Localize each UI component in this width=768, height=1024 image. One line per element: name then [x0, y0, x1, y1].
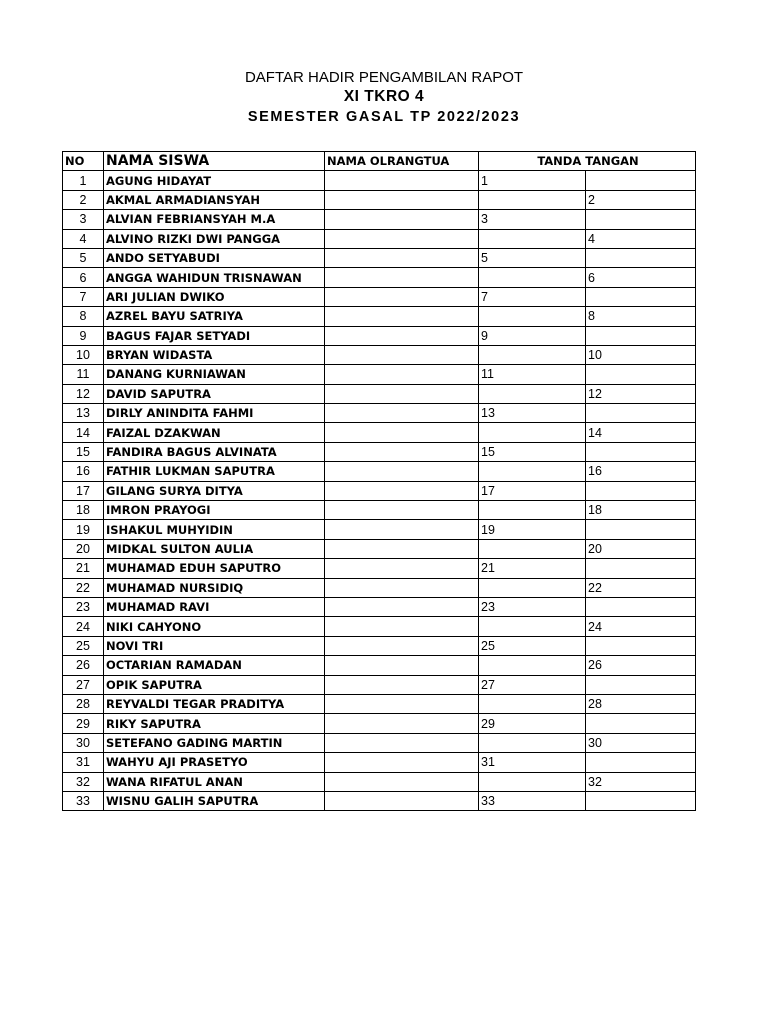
student-name: ARI JULIAN DWIKO	[104, 287, 325, 306]
signature-left-cell	[479, 307, 586, 326]
row-number: 10	[63, 345, 104, 364]
signature-left-cell: 1	[479, 171, 586, 190]
signature-left-cell	[479, 656, 586, 675]
table-row	[63, 171, 696, 190]
table-row	[63, 423, 696, 442]
parent-name-cell	[325, 462, 479, 481]
signature-right-cell: 4	[586, 229, 696, 248]
parent-name-cell	[325, 733, 479, 752]
parent-name-cell	[325, 229, 479, 248]
row-number: 8	[63, 307, 104, 326]
parent-name-cell	[325, 268, 479, 287]
class-name-heading: XI TKRO 4	[343, 88, 425, 105]
student-name: OPIK SAPUTRA	[104, 675, 325, 694]
parent-name-cell	[325, 597, 479, 616]
signature-left-cell	[479, 578, 586, 597]
table-row	[63, 791, 696, 810]
signature-left-cell	[479, 772, 586, 791]
signature-left-cell: 19	[479, 520, 586, 539]
signature-right-cell	[586, 714, 696, 733]
student-name: SETEFANO GADING MARTIN	[104, 733, 325, 752]
row-number: 2	[63, 190, 104, 209]
row-number: 20	[63, 539, 104, 558]
table-row	[63, 287, 696, 306]
table-row	[63, 617, 696, 636]
header-parent-name: NAMA OLRANGTUA	[325, 152, 479, 171]
table-row	[63, 714, 696, 733]
parent-name-cell	[325, 772, 479, 791]
signature-right-cell: 2	[586, 190, 696, 209]
parent-name-cell	[325, 753, 479, 772]
parent-name-cell	[325, 636, 479, 655]
parent-name-cell	[325, 501, 479, 520]
student-name: WANA RIFATUL ANAN	[104, 772, 325, 791]
student-name: ISHAKUL MUHYIDIN	[104, 520, 325, 539]
signature-left-cell: 29	[479, 714, 586, 733]
table-row	[63, 365, 696, 384]
row-number: 32	[63, 772, 104, 791]
table-row	[63, 733, 696, 752]
signature-left-cell: 5	[479, 248, 586, 267]
table-row	[63, 597, 696, 616]
student-name: ANGGA WAHIDUN TRISNAWAN	[104, 268, 325, 287]
header-student-name: NAMA SISWA	[104, 152, 325, 171]
attendance-table	[62, 151, 696, 811]
student-name: ALVIAN FEBRIANSYAH M.A	[104, 210, 325, 229]
signature-left-cell	[479, 501, 586, 520]
parent-name-cell	[325, 171, 479, 190]
parent-name-cell	[325, 345, 479, 364]
table-row	[63, 210, 696, 229]
parent-name-cell	[325, 617, 479, 636]
header-signature: TANDA TANGAN	[479, 152, 696, 171]
table-row	[63, 675, 696, 694]
table-row	[63, 404, 696, 423]
signature-right-cell: 28	[586, 694, 696, 713]
signature-left-cell	[479, 423, 586, 442]
student-name: WISNU GALIH SAPUTRA	[104, 791, 325, 810]
table-row	[63, 307, 696, 326]
student-name: OCTARIAN RAMADAN	[104, 656, 325, 675]
signature-left-cell	[479, 733, 586, 752]
row-number: 6	[63, 268, 104, 287]
signature-right-cell	[586, 287, 696, 306]
row-number: 25	[63, 636, 104, 655]
row-number: 11	[63, 365, 104, 384]
row-number: 24	[63, 617, 104, 636]
student-name: MUHAMAD EDUH SAPUTRO	[104, 559, 325, 578]
signature-right-cell: 18	[586, 501, 696, 520]
row-number: 31	[63, 753, 104, 772]
signature-right-cell	[586, 636, 696, 655]
signature-left-cell: 25	[479, 636, 586, 655]
signature-right-cell	[586, 326, 696, 345]
row-number: 14	[63, 423, 104, 442]
row-number: 18	[63, 501, 104, 520]
signature-left-cell	[479, 617, 586, 636]
student-name: NIKI CAHYONO	[104, 617, 325, 636]
signature-right-cell	[586, 404, 696, 423]
parent-name-cell	[325, 210, 479, 229]
signature-left-cell: 23	[479, 597, 586, 616]
student-name: DIRLY ANINDITA FAHMI	[104, 404, 325, 423]
table-row	[63, 268, 696, 287]
table-row	[63, 345, 696, 364]
row-number: 28	[63, 694, 104, 713]
signature-right-cell: 20	[586, 539, 696, 558]
table-row	[63, 636, 696, 655]
parent-name-cell	[325, 384, 479, 403]
parent-name-cell	[325, 423, 479, 442]
signature-right-cell	[586, 365, 696, 384]
parent-name-cell	[325, 559, 479, 578]
student-name: FAIZAL DZAKWAN	[104, 423, 325, 442]
signature-left-cell: 17	[479, 481, 586, 500]
table-row	[63, 481, 696, 500]
student-name: MUHAMAD RAVI	[104, 597, 325, 616]
row-number: 3	[63, 210, 104, 229]
row-number: 13	[63, 404, 104, 423]
signature-right-cell: 26	[586, 656, 696, 675]
student-name: DANANG KURNIAWAN	[104, 365, 325, 384]
row-number: 29	[63, 714, 104, 733]
signature-left-cell	[479, 539, 586, 558]
table-row	[63, 578, 696, 597]
parent-name-cell	[325, 578, 479, 597]
student-name: MUHAMAD NURSIDIQ	[104, 578, 325, 597]
signature-left-cell	[479, 462, 586, 481]
table-row	[63, 559, 696, 578]
row-number: 17	[63, 481, 104, 500]
signature-left-cell: 3	[479, 210, 586, 229]
parent-name-cell	[325, 675, 479, 694]
row-number: 23	[63, 597, 104, 616]
student-name: AZREL BAYU SATRIYA	[104, 307, 325, 326]
parent-name-cell	[325, 442, 479, 461]
table-row	[63, 190, 696, 209]
signature-left-cell	[479, 229, 586, 248]
student-name: FATHIR LUKMAN SAPUTRA	[104, 462, 325, 481]
row-number: 1	[63, 171, 104, 190]
signature-left-cell: 15	[479, 442, 586, 461]
table-row	[63, 501, 696, 520]
row-number: 15	[63, 442, 104, 461]
signature-left-cell	[479, 694, 586, 713]
table-row	[63, 248, 696, 267]
table-row	[63, 539, 696, 558]
signature-left-cell	[479, 384, 586, 403]
student-name: AGUNG HIDAYAT	[104, 171, 325, 190]
student-name: REYVALDI TEGAR PRADITYA	[104, 694, 325, 713]
table-row	[63, 656, 696, 675]
student-name: RIKY SAPUTRA	[104, 714, 325, 733]
signature-left-cell: 33	[479, 791, 586, 810]
signature-right-cell: 16	[586, 462, 696, 481]
row-number: 19	[63, 520, 104, 539]
student-name: AKMAL ARMADIANSYAH	[104, 190, 325, 209]
parent-name-cell	[325, 404, 479, 423]
signature-right-cell: 10	[586, 345, 696, 364]
table-row	[63, 326, 696, 345]
parent-name-cell	[325, 656, 479, 675]
row-number: 12	[63, 384, 104, 403]
table-row	[63, 229, 696, 248]
signature-left-cell: 13	[479, 404, 586, 423]
parent-name-cell	[325, 714, 479, 733]
signature-right-cell	[586, 171, 696, 190]
row-number: 9	[63, 326, 104, 345]
signature-right-cell	[586, 442, 696, 461]
signature-right-cell: 12	[586, 384, 696, 403]
row-number: 7	[63, 287, 104, 306]
row-number: 33	[63, 791, 104, 810]
signature-right-cell	[586, 597, 696, 616]
row-number: 4	[63, 229, 104, 248]
table-header-row	[63, 152, 696, 171]
student-name: GILANG SURYA DITYA	[104, 481, 325, 500]
table-row	[63, 462, 696, 481]
table-row	[63, 520, 696, 539]
signature-right-cell: 30	[586, 733, 696, 752]
parent-name-cell	[325, 307, 479, 326]
signature-right-cell	[586, 210, 696, 229]
student-name: FANDIRA BAGUS ALVINATA	[104, 442, 325, 461]
table-row	[63, 442, 696, 461]
row-number: 27	[63, 675, 104, 694]
signature-right-cell	[586, 481, 696, 500]
row-number: 21	[63, 559, 104, 578]
signature-left-cell: 11	[479, 365, 586, 384]
signature-left-cell: 9	[479, 326, 586, 345]
parent-name-cell	[325, 481, 479, 500]
signature-left-cell: 31	[479, 753, 586, 772]
table-row	[63, 384, 696, 403]
row-number: 26	[63, 656, 104, 675]
row-number: 22	[63, 578, 104, 597]
signature-right-cell: 22	[586, 578, 696, 597]
signature-right-cell	[586, 559, 696, 578]
parent-name-cell	[325, 791, 479, 810]
student-name: NOVI TRI	[104, 636, 325, 655]
parent-name-cell	[325, 248, 479, 267]
table-row	[63, 753, 696, 772]
signature-right-cell	[586, 248, 696, 267]
student-name: DAVID SAPUTRA	[104, 384, 325, 403]
signature-right-cell: 6	[586, 268, 696, 287]
parent-name-cell	[325, 190, 479, 209]
student-name: MIDKAL SULTON AULIA	[104, 539, 325, 558]
signature-left-cell	[479, 345, 586, 364]
header-no: NO	[63, 152, 104, 171]
signature-right-cell: 8	[586, 307, 696, 326]
signature-right-cell	[586, 675, 696, 694]
row-number: 16	[63, 462, 104, 481]
parent-name-cell	[325, 539, 479, 558]
semester-heading: SEMESTER GASAL TP 2022/2023	[247, 109, 521, 125]
table-row	[63, 772, 696, 791]
signature-right-cell: 24	[586, 617, 696, 636]
signature-right-cell: 32	[586, 772, 696, 791]
signature-left-cell	[479, 268, 586, 287]
parent-name-cell	[325, 520, 479, 539]
parent-name-cell	[325, 694, 479, 713]
student-name: ANDO SETYABUDI	[104, 248, 325, 267]
parent-name-cell	[325, 365, 479, 384]
student-name: IMRON PRAYOGI	[104, 501, 325, 520]
signature-left-cell: 21	[479, 559, 586, 578]
parent-name-cell	[325, 287, 479, 306]
row-number: 5	[63, 248, 104, 267]
signature-right-cell	[586, 520, 696, 539]
signature-right-cell: 14	[586, 423, 696, 442]
row-number: 30	[63, 733, 104, 752]
signature-left-cell	[479, 190, 586, 209]
student-name: WAHYU AJI PRASETYO	[104, 753, 325, 772]
document-title: DAFTAR HADIR PENGAMBILAN RAPOT	[244, 69, 524, 86]
student-name: ALVINO RIZKI DWI PANGGA	[104, 229, 325, 248]
signature-right-cell	[586, 791, 696, 810]
signature-left-cell: 27	[479, 675, 586, 694]
student-name: BRYAN WIDASTA	[104, 345, 325, 364]
table-row	[63, 694, 696, 713]
signature-right-cell	[586, 753, 696, 772]
parent-name-cell	[325, 326, 479, 345]
signature-left-cell: 7	[479, 287, 586, 306]
student-name: BAGUS FAJAR SETYADI	[104, 326, 325, 345]
